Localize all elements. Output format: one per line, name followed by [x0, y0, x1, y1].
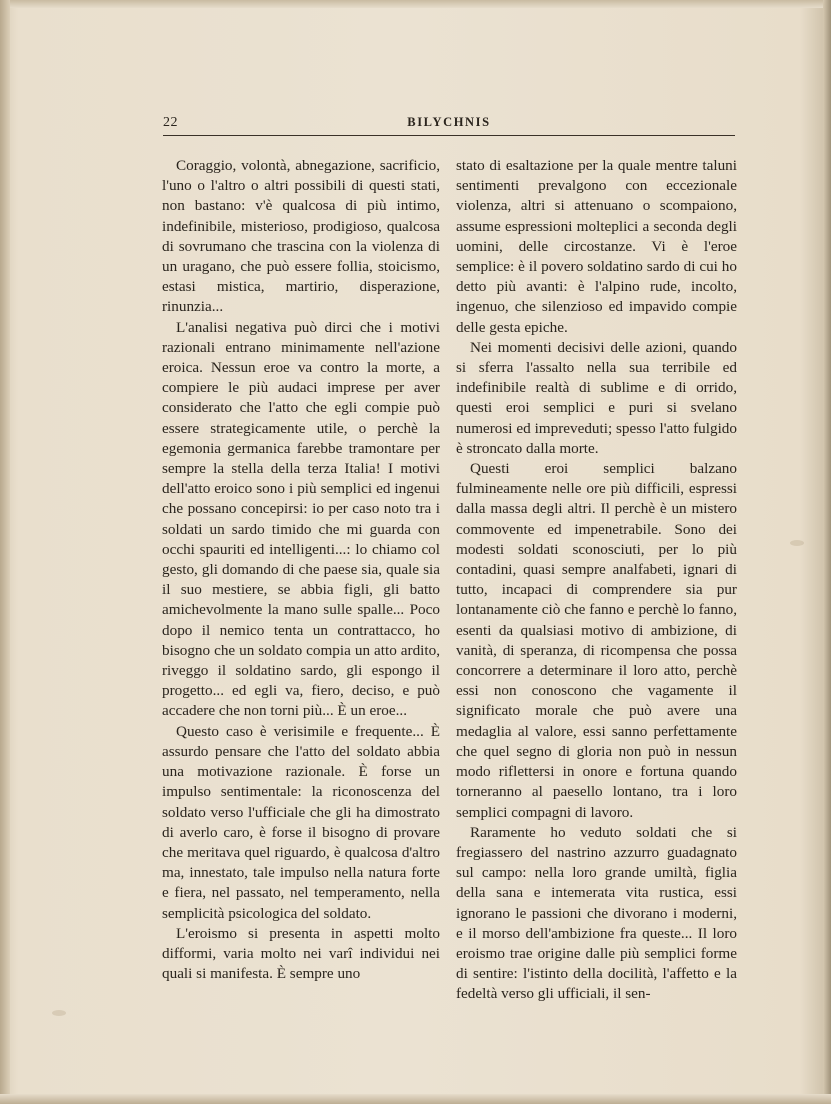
header-rule — [163, 135, 735, 136]
paper-stain — [52, 1010, 66, 1016]
paragraph: Nei momenti decisivi delle azioni, quando si sferra l'assalto nella sua terribile ed indefinibile realtà di sublime e di orrido, questi eroi semplici e puri si svelano numerosi ed impreveduti; spesso l'atto fulgido è stroncato dalla morte. — [456, 338, 737, 457]
running-title: BILYCHNIS — [407, 115, 491, 129]
text-column-left — [162, 156, 440, 984]
page-edge-right — [823, 0, 831, 1104]
page-edge-top — [10, 0, 831, 8]
text-column-right — [456, 156, 737, 1005]
page-edge-left — [0, 0, 10, 1104]
page-header — [163, 115, 735, 135]
paper-stain — [790, 540, 804, 546]
paragraph: L'eroismo si presenta in aspetti molto difformi, varia molto nei varî individui nei quali si manifesta. È sempre uno — [162, 924, 440, 983]
paragraph: Questo caso è verisimile e frequente... È assurdo pensare che l'atto del soldato abbia una motivazione razionale. È forse un impulso sentimentale: la riconoscenza del soldato verso l'ufficiale che gli ha dimostrato di averlo caro, è forse il bisogno di provare che meritava quel riguardo, è qualcosa d'altro ma, innestato, tale impulso nella natura forte e fiera, nel passato, nel temperamento, nella semplicità psicologica del soldato. — [162, 722, 440, 922]
page-edge-bottom — [0, 1094, 831, 1104]
paragraph: Raramente ho veduto soldati che si fregiassero del nastrino azzurro guadagnato sul campo: nella loro grande umiltà, figlia della sana e intemerata vita rustica, essi ignorano le passioni che divorano i moderni, e il morso dell'ambizione fra queste... Il loro eroismo trae origine dalle più semplici forme di sentire: l'istinto della docilità, l'affetto e la fedeltà verso gli ufficiali, il sen- — [456, 823, 737, 1003]
page-number: 22 — [163, 115, 178, 130]
paragraph: Coraggio, volontà, abnegazione, sacrificio, l'uno o l'altro o altri possibili di questi stati, non bastano: v'è qualcosa di più intimo, indefinibile, misterioso, prodigioso, qualcosa di sovrumano che trascina con la violenza di un uragano, che può essere follia, stoicismo, estasi mistica, martirio, disperazione, rinunzia... — [162, 157, 440, 316]
paragraph: Questi eroi semplici balzano fulmineamente nelle ore più difficili, espressi dalla massa degli altri. Il perchè è un mistero commovente ed impenetrabile. Sono dei modesti soldati sconosciuti, per lo più contadini, quasi sempre analfabeti, ignari di tutto, incapaci di comprendere sia pur lontanamente ciò che fanno e perchè lo fanno, esenti da qualsiasi motivo di ambizione, di vanità, di speranza, di ricompensa che possa concorrere a determinare il loro atto, perchè essi non conoscono che vagamente il significato morale che può avere una medaglia al valore, essi sanno perfettamente che quel segno di gloria non può in nessun modo riflettersi in onore e fortuna quando torneranno al paesello lontano, tra i loro semplici compagni di lavoro. — [456, 460, 737, 821]
paragraph: L'analisi negativa può dirci che i motivi razionali entrano minimamente nell'azione eroica. Nessun eroe va contro la morte, a compiere le più audaci imprese per aver considerato che l'atto che egli compie può essere strategicamente utile, o perchè la egemonia germanica farebbe tramontare per sempre la stella della terza Italia! I motivi dell'atto eroico sono i più semplici ed ingenui che possano concepirsi: io per caso noto tra i soldati un sardo timido che mi guarda con occhi spauriti ed intelligenti...: lo chiamo col gesto, gli domando di che paese sia, quale sia il suo mestiere, se abbia figli, gli batto amichevolmente la mano sulle spalle... Poco dopo il nemico tenta un contrattacco, ho bisogno che un soldato compia un atto ardito, riveggo il soldatino sardo, gli espongo il progetto... ed egli va, fiero, deciso, e può accadere che non torni più... È un eroe... — [162, 318, 440, 720]
paragraph: stato di esaltazione per la quale mentre taluni sentimenti prevalgono con eccezionale violenza, altri si attenuano o scompaiono, assume espressioni molteplici a seconda degli uomini, delle circostanze. Vi è l'eroe semplice: è il povero soldatino sardo di cui ho detto più avanti: è l'alpino rude, incolto, ingenuo, che silenzioso ed impavido compie delle gesta epiche. — [456, 157, 737, 336]
